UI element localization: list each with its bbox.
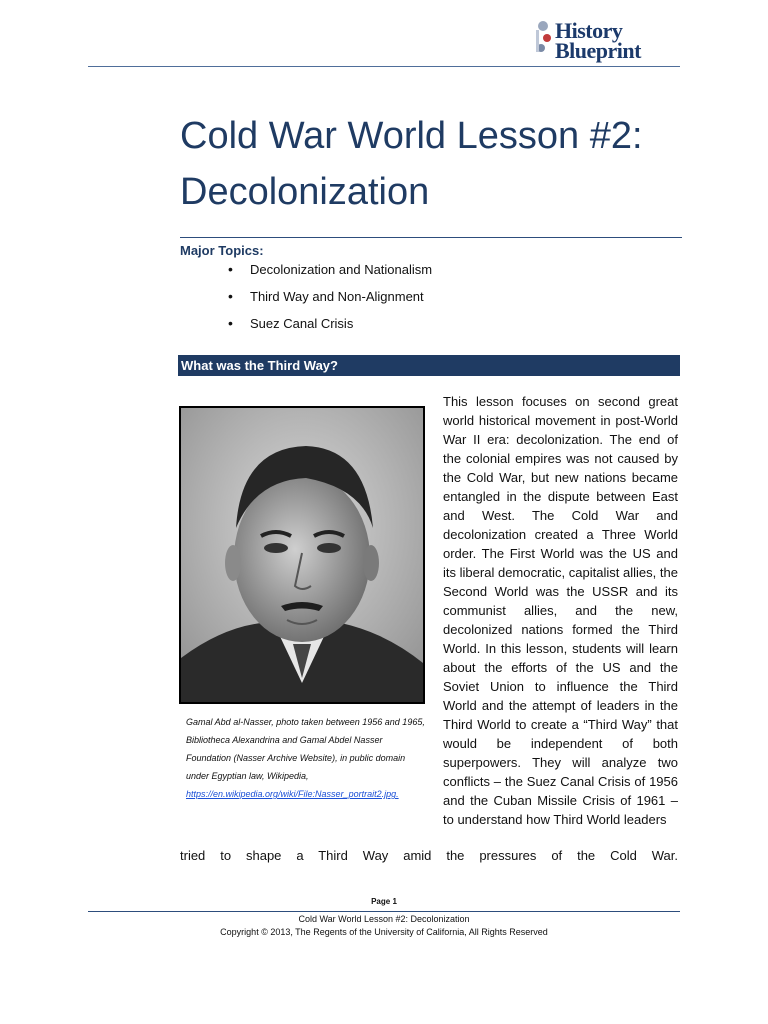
caption-link[interactable]: https://en.wikipedia.org/wiki/File:Nasser_portrait2.jpg. (186, 789, 399, 799)
portrait-image (181, 408, 423, 702)
topic-item: • Decolonization and Nationalism (228, 262, 432, 289)
section-heading: What was the Third Way? (178, 355, 680, 376)
header-divider (88, 66, 680, 67)
footer-divider (88, 911, 680, 912)
major-topics-list (228, 262, 432, 343)
body-paragraph-tail: tried to shape a Third Way amid the pressures of the Cold War. (180, 848, 678, 863)
photo-caption (186, 713, 426, 803)
logo-text-history: History (555, 18, 623, 43)
title-line-1: Cold War World Lesson #2: (180, 115, 643, 157)
history-blueprint-logo (533, 14, 673, 66)
caption-text: Gamal Abd al-Nasser, photo taken between 1956 and 1965, Bibliotheca Alexandrina and Gamal Abdel Nasser Foundation (Nasser Archive Website), in public domain under Egyptian law, Wikipedia, (186, 717, 425, 781)
document-title (180, 108, 700, 220)
topic-item: • Third Way and Non-Alignment (228, 289, 432, 316)
logo-text-blueprint: Blueprint (555, 38, 641, 63)
page-number: Page 1 (371, 897, 397, 906)
footer-title: Cold War World Lesson #2: Decolonization (298, 914, 470, 924)
body-paragraph: This lesson focuses on second great world historical movement in post-World War II era: decolonization. The end of the colonial empires was not caused by the Cold War, but new nations became entangled in the dispute between East and West. The Cold War and decolonization created a Three World order. The First World was the US and its liberal democratic, capitalist allies, the Second World was the USSR and its communist allies, and the new, decolonized nations formed the Third World. In this lesson, students will learn about the efforts of the US and the Soviet Union to influence the Third World and the attempt of leaders in the Third World to create a “Third Way” that would be independent of both superpowers. They will analyze two conflicts – the Suez Canal Crisis of 1956 and the Cuban Missile Crisis of 1961 – to understand how Third World leaders (443, 394, 678, 827)
topic-item: • Suez Canal Crisis (228, 316, 432, 343)
major-topics-label: Major Topics: (180, 243, 264, 258)
title-divider (180, 237, 682, 238)
title-line-2: Decolonization (180, 171, 430, 213)
logo-mark-icon (533, 18, 557, 62)
portrait-photo (179, 406, 425, 704)
footer-copyright: Copyright © 2013, The Regents of the University of California, All Rights Reserved (220, 927, 548, 937)
